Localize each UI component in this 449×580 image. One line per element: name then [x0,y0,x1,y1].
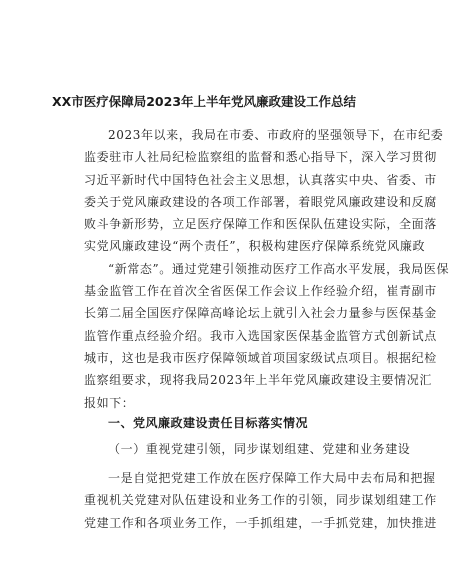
text-line: 党建工作和各项业务工作，一手抓组建，一手抓党建，加快推进 [84,515,437,530]
text-line: 重视机关党建对队伍建设和业务工作的引领，同步谋划组建工作 [84,493,437,508]
text-line: 城市，这也是我市医疗保障领域首项国家级试点项目。根据纪检 [84,350,437,365]
section-heading: 一、党风廉政建设责任目标落实情况 [108,416,309,430]
subsection-heading: （一）重视党建引领，同步谋划组建、党建和业务建设 [108,442,411,456]
text-line: 2023年以来，我局在市委、市政府的坚强领导下，在市纪委 [108,128,444,142]
text-line: 败斗争新形势，立足医疗保障工作和医保队伍建设实际，全面落 [84,217,437,232]
text-line: 习近平新时代中国特色社会主义思想，认真落实中央、省委、市 [84,172,437,187]
document-title: XX市医疗保障局2023年上半年党风廉政建设工作总结 [51,94,357,109]
intro-paragraph [84,124,449,414]
text-line: 一是自觉把党建工作放在医疗保障工作大局中去布局和把握 [108,471,436,485]
text-line: 监察组要求，现将我局2023年上半年党风廉政建设主要情况汇 [84,373,432,388]
text-line: 监管作重点经验介绍。我市入选国家医保基金监管方式创新试点 [84,328,437,343]
text-line: 实党风廉政建设“两个责任”，积极构建医疗保障系统党风廉政 [84,239,426,254]
text-line: 委关于党风廉政建设的各项工作部署，着眼党风廉政建设和反腐 [84,194,437,209]
text-line: 报如下： [84,395,135,410]
text-line: 监委驻市人社局纪检监察组的监督和悉心指导下，深入学习贯彻 [84,150,437,165]
section-paragraph [84,467,437,534]
text-line: 基金监管工作在首次全省医保工作会议上作经验介绍，崔青副市 [84,284,437,299]
text-line: 长第二届全国医疗保障高峰论坛上就引入社会力量参与医保基金 [84,306,437,321]
text-line: “新常态”。通过党建引领推动医疗工作高水平发展，我局医保 [108,261,449,276]
